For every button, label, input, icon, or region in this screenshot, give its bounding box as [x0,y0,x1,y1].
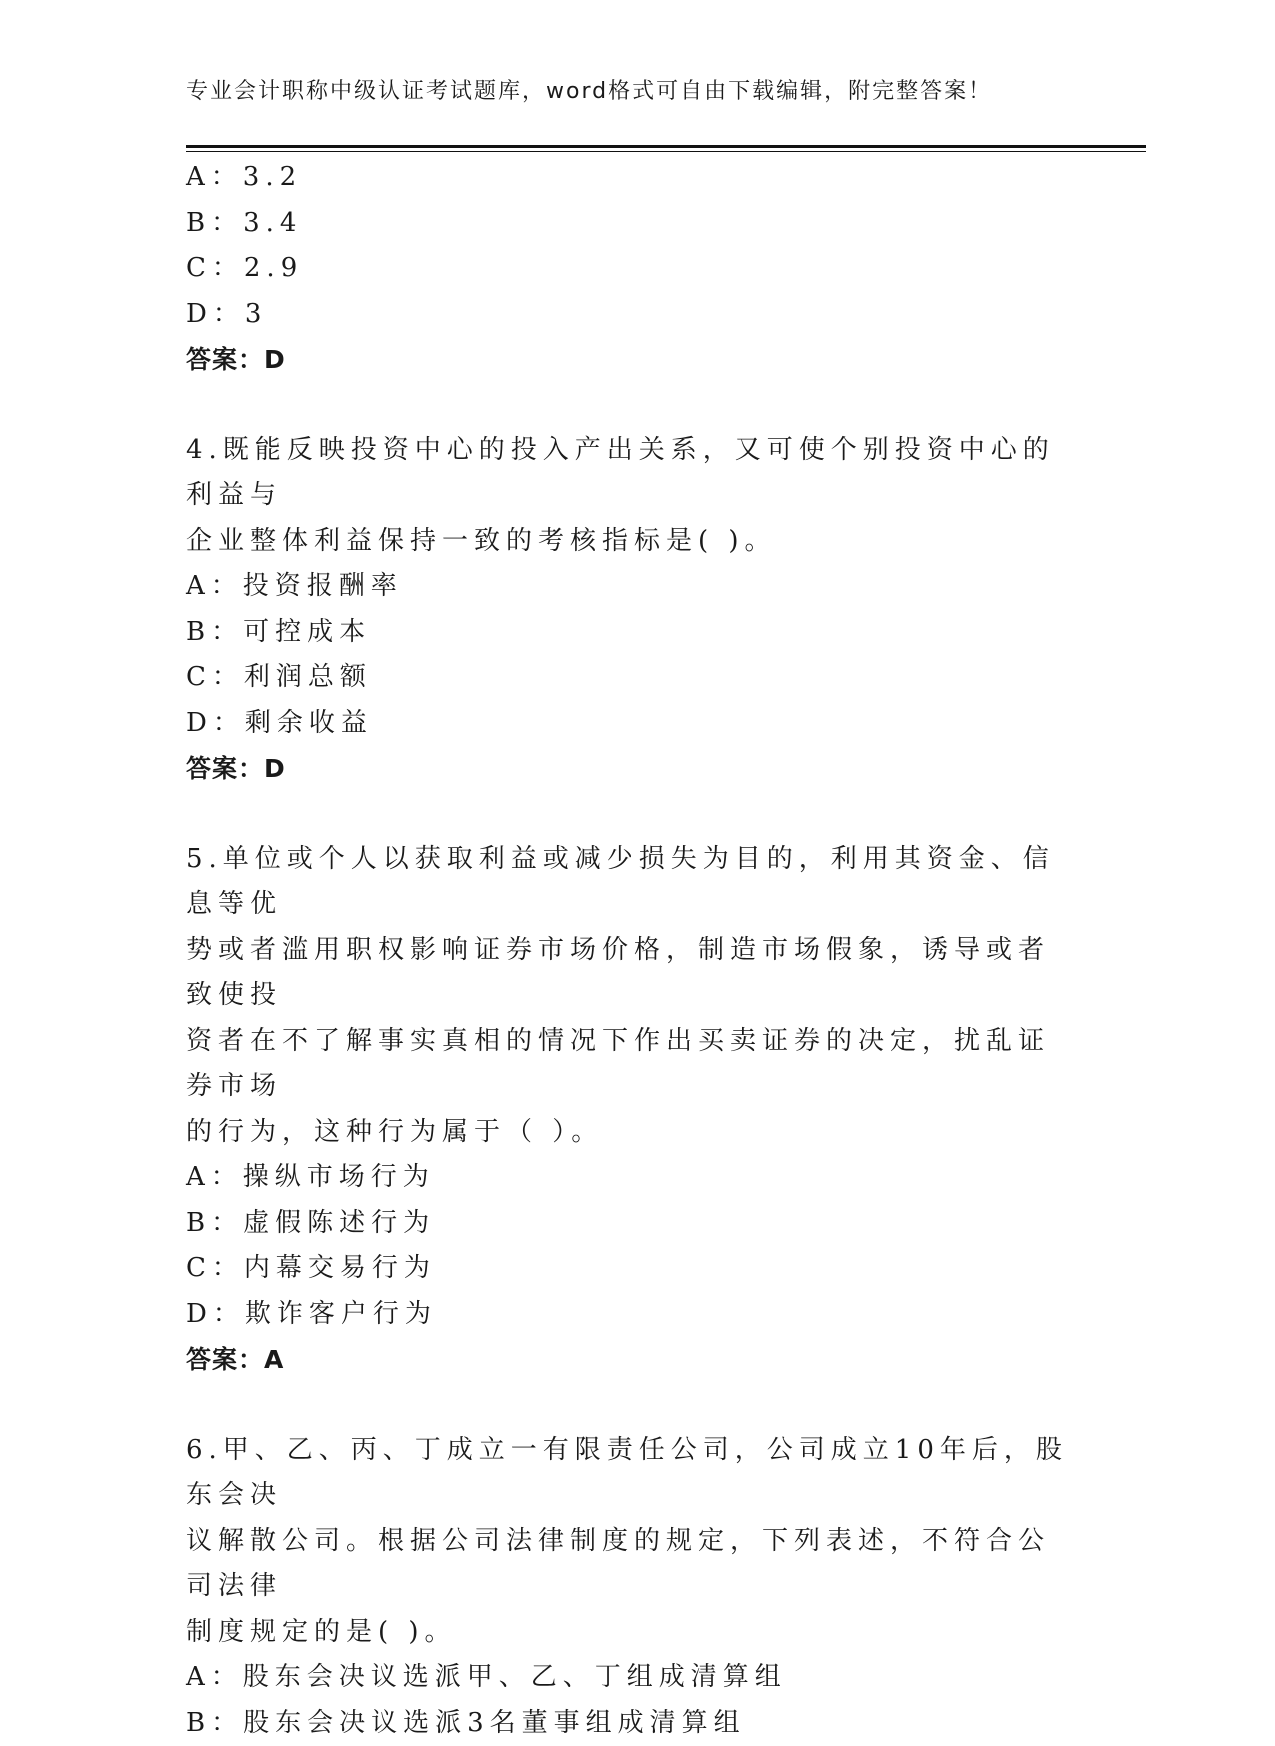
question-text-line: 资者在不了解事实真相的情况下作出买卖证券的决定，扰乱证券市场 [186,1019,1076,1110]
header-rule-thin [186,151,1146,152]
option-b: B：虚假陈述行为 [186,1201,1076,1247]
header-rule [186,145,1146,148]
option-c: C：内幕交易行为 [186,1246,1076,1292]
question-5 [186,837,1076,1383]
spacer [186,792,1076,837]
question-6 [186,1428,1076,1746]
spacer [186,1383,1076,1428]
option-b: B：可控成本 [186,610,1076,656]
question-4 [186,428,1076,792]
option-d: D：欺诈客户行为 [186,1292,1076,1338]
spacer [186,383,1076,428]
question-text-line: 制度规定的是( )。 [186,1610,1076,1656]
question-text-line: 5.单位或个人以获取利益或减少损失为目的，利用其资金、信息等优 [186,837,1076,928]
page-header: 专业会计职称中级认证考试题库，word格式可自由下载编辑，附完整答案！ [186,74,992,105]
option-b: B：股东会决议选派3名董事组成清算组 [186,1701,1076,1746]
option-a: A：股东会决议选派甲、乙、丁组成清算组 [186,1655,1076,1701]
option-b: B：3.4 [186,201,1076,247]
question-3-continued [186,155,1076,383]
option-a: A：投资报酬率 [186,564,1076,610]
answer-label: 答案：A [186,1337,1076,1383]
option-c: C：2.9 [186,246,1076,292]
question-text-line: 势或者滥用职权影响证券市场价格，制造市场假象，诱导或者致使投 [186,928,1076,1019]
option-c: C：利润总额 [186,655,1076,701]
answer-label: 答案：D [186,337,1076,383]
option-d: D：剩余收益 [186,701,1076,747]
question-text-line: 的行为，这种行为属于（ ）。 [186,1110,1076,1156]
question-text-line: 企业整体利益保持一致的考核指标是( )。 [186,519,1076,565]
option-a: A：3.2 [186,155,1076,201]
question-list [186,155,1076,1746]
answer-label: 答案：D [186,746,1076,792]
question-text-line: 议解散公司。根据公司法律制度的规定，下列表述，不符合公司法律 [186,1519,1076,1610]
option-a: A：操纵市场行为 [186,1155,1076,1201]
question-text-line: 4.既能反映投资中心的投入产出关系，又可使个别投资中心的利益与 [186,428,1076,519]
question-text-line: 6.甲、乙、丙、丁成立一有限责任公司，公司成立10年后，股东会决 [186,1428,1076,1519]
option-d: D：3 [186,292,1076,338]
